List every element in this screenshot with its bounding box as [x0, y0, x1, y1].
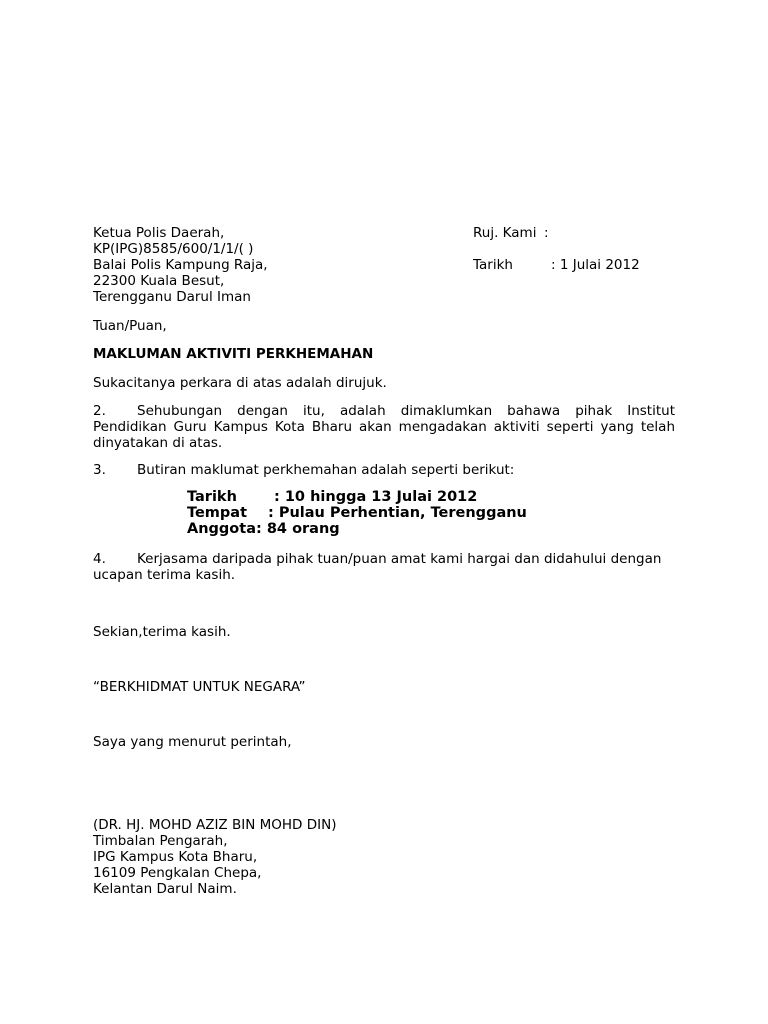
- paragraph-4-text: Kerjasama daripada pihak tuan/puan amat kami hargai dan didahului dengan ucapan terima kasih.: [93, 551, 662, 583]
- recipient-line-5: Terengganu Darul Iman: [93, 289, 251, 305]
- recipient-line-3: Balai Polis Kampung Raja,: [93, 257, 268, 273]
- date-value: : 1 Julai 2012: [551, 257, 640, 273]
- sender-organization: IPG Kampus Kota Bharu,: [93, 849, 258, 865]
- motto: “BERKHIDMAT UNTUK NEGARA”: [93, 679, 306, 695]
- paragraph-2-text: Sehubungan dengan itu, adalah dimaklumkan bahawa pihak Institut Pendidikan Guru Kampus Kota Bharu akan mengadakan aktiviti seperti yang telah dinyatakan di atas.: [93, 403, 675, 451]
- sender-address-1: 16109 Pengkalan Chepa,: [93, 865, 262, 881]
- subject-heading: MAKLUMAN AKTIVITI PERKHEMAHAN: [93, 346, 374, 362]
- detail-key: Tempat: [187, 505, 248, 521]
- detail-row-place: [187, 505, 527, 521]
- detail-row-date: [187, 489, 477, 505]
- detail-value: : Pulau Perhentian, Terengganu: [268, 505, 527, 521]
- date-label: Tarikh: [473, 257, 513, 273]
- sender-name: (DR. HJ. MOHD AZIZ BIN MOHD DIN): [93, 817, 337, 833]
- salutation: Tuan/Puan,: [93, 318, 167, 334]
- sender-title: Timbalan Pengarah,: [93, 833, 228, 849]
- paragraph-2-number: 2.: [93, 403, 106, 419]
- paragraph-3-text: Butiran maklumat perkhemahan adalah seperti berikut:: [137, 462, 515, 478]
- reference-label: Ruj. Kami: [473, 225, 537, 241]
- detail-value: : 10 hingga 13 Julai 2012: [274, 489, 478, 505]
- closing: Sekian,terima kasih.: [93, 624, 231, 640]
- paragraph-2: [93, 403, 675, 451]
- detail-key: Anggota: [187, 521, 256, 537]
- recipient-line-1: Ketua Polis Daerah,: [93, 225, 225, 241]
- signoff: Saya yang menurut perintah,: [93, 734, 292, 750]
- detail-value: : 84 orang: [256, 521, 340, 537]
- paragraph-4: [93, 551, 675, 583]
- recipient-line-2: KP(IPG)8585/600/1/1/( ): [93, 241, 254, 257]
- paragraph-4-number: 4.: [93, 551, 106, 567]
- intro-paragraph: Sukacitanya perkara di atas adalah dirujuk.: [93, 375, 387, 391]
- paragraph-3: [93, 462, 514, 478]
- detail-key: Tarikh: [187, 489, 237, 505]
- paragraph-3-number: 3.: [93, 462, 106, 478]
- reference-value: :: [544, 225, 549, 241]
- sender-address-2: Kelantan Darul Naim.: [93, 881, 237, 897]
- detail-row-members: [187, 521, 340, 537]
- recipient-line-4: 22300 Kuala Besut,: [93, 273, 225, 289]
